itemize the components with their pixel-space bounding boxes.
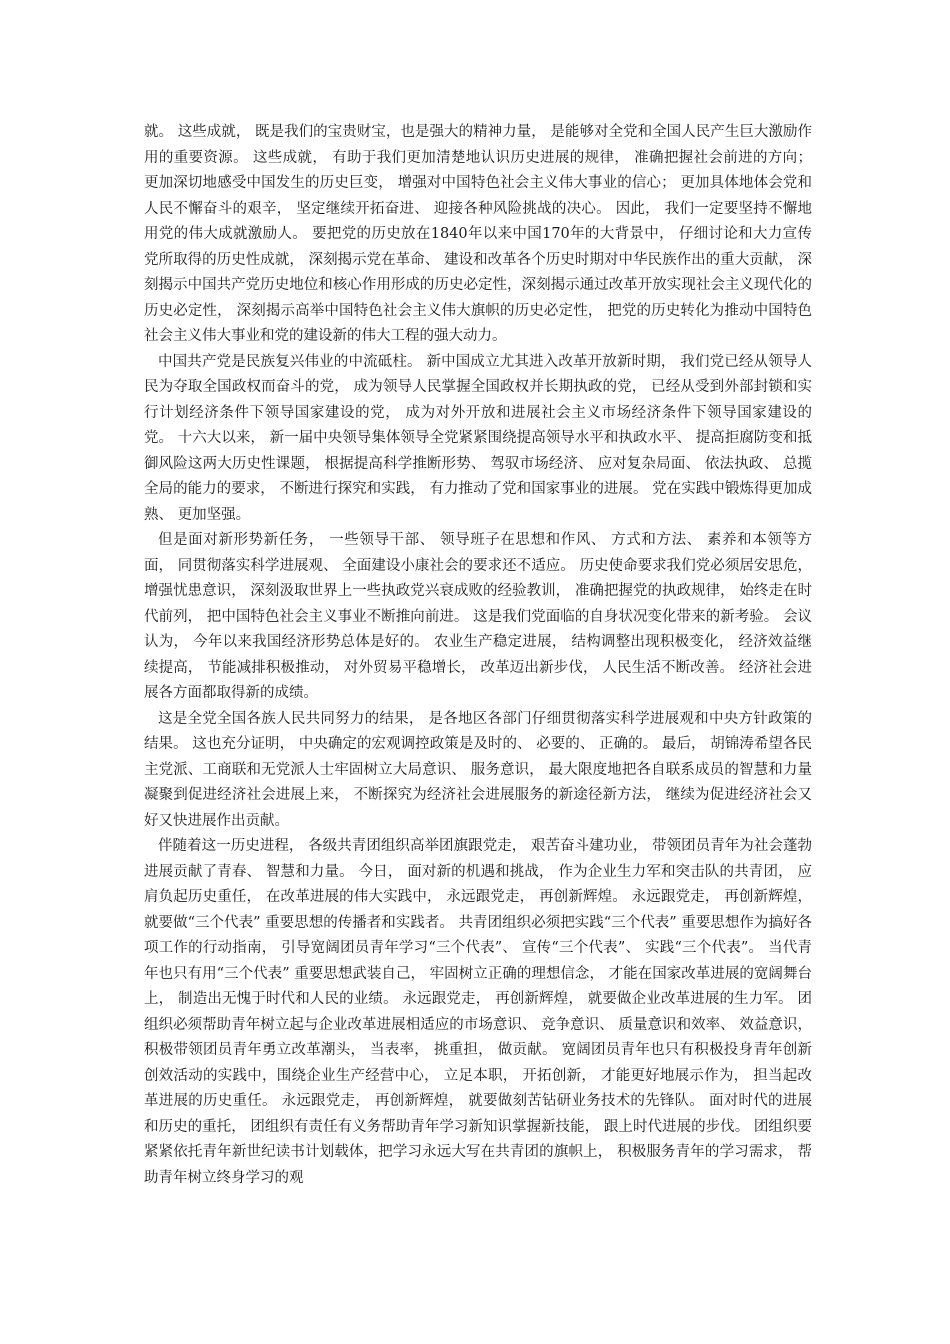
document-page	[144, 120, 812, 1191]
paragraph-joint-efforts: 这是全党全国各族人民共同努力的结果， 是各地区各部门仔细贯彻落实科学进展观和中央方针政策的结果。 这也充分证明， 中央确定的宏观调控政策是及时的、 必要的、 正确的。 最后， 胡锦涛希望各民主党派、工商联和无党派人士牢固树立大局意识、 服务意识， 最大限度地把各自联系成员的智慧和力量凝聚到促进经济社会进展上来， 不断探究为经济社会进展服务的新途径新方法， 继续为促进经济社会又好又快进展作出贡献。	[144, 710, 812, 829]
paragraph-party-achievements: 就。 这些成就， 既是我们的宝贵财宝，也是强大的精神力量， 是能够对全党和全国人民产生巨大激励作用的重要资源。 这些成就， 有助于我们更加清楚地认识历史进展的规律， 准确把握社会前进的方向； 更加深切地感受中国发生的历史巨变， 增强对中国特色社会主义伟大事业的信心； 更加具体地体会党和人民不懈奋斗的艰辛， 坚定继续开拓奋进、 迎接各种风险挑战的决心。 因此， 我们一定要坚持不懈地用党的伟大成就激励人。 要把党的历史放在1840年以来中国170年的大背景中， 仔细讨论和大力宣传党所取得的历史性成就， 深刻揭示党在革命、 建设和改革各个历史时期对中华民族作出的重大贡献， 深刻揭示中国共产党历史地位和核心作用形成的历史必定性，深刻揭示通过改革开放实现社会主义现代化的历史必定性， 深刻揭示高举中国特色社会主义伟大旗帜的历史必定性， 把党的历史转化为推动中国特色社会主义伟大事业和党的建设新的伟大工程的强大动力。	[144, 124, 812, 344]
paragraph-mainstay: 中国共产党是民族复兴伟业的中流砥柱。 新中国成立尤其进入改革开放新时期， 我们党已经从领导人民为夺取全国政权而奋斗的党， 成为领导人民掌握全国政权并长期执政的党， 已经从受到外部封锁和实行计划经济条件下领导国家建设的党， 成为对外开放和进展社会主义市场经济条件下领导国家建设的党。 十六大以来， 新一届中央领导集体领导全党紧紧围绕提高领导水平和执政水平、 提高拒腐防变和抵御风险这两大历史性课题， 根据提高科学推断形势、 驾驭市场经济、 应对复杂局面、 依法执政、 总揽全局的能力的要求， 不断进行探究和实践， 有力推动了党和国家事业的进展。 党在实践中锻炼得更加成熟、 更加坚强。	[144, 353, 812, 523]
paragraph-new-challenges: 但是面对新形势新任务， 一些领导干部、 领导班子在思想和作风、 方式和方法、 素养和本领等方面， 同贯彻落实科学进展观、 全面建设小康社会的要求还不适应。 历史使命要求我们党必须居安思危， 增强忧患意识， 深刻汲取世界上一些执政党兴衰成败的经验教训， 准确把握党的执政规律， 始终走在时代前列， 把中国特色社会主义事业不断推向前进。 这是我们党面临的自身状况变化带来的新考验。 会议认为， 今年以来我国经济形势总体是好的。 农业生产稳定进展， 结构调整出现积极变化， 经济效益继续提高， 节能减排积极推动， 对外贸易平稳增长， 改革迈出新步伐， 人民生活不断改善。 经济社会进展各方面都取得新的成绩。	[144, 532, 812, 701]
paragraph-youth-league: 伴随着这一历史进程， 各级共青团组织高举团旗跟党走， 艰苦奋斗建功业， 带领团员青年为社会蓬勃进展贡献了青春、 智慧和力量。 今日， 面对新的机遇和挑战， 作为企业生力军和突击队的共青团， 应肩负起历史重任， 在改革进展的伟大实践中， 永远跟党走， 再创新辉煌。 永远跟党走， 再创新辉煌， 就要做“三个代表” 重要思想的传播者和实践者。 共青团组织必须把实践“三个代表” 重要思想作为搞好各项工作的行动指南， 引导宽阔团员青年学习“三个代表”、 宣传“三个代表”、 实践“三个代表”。 当代青年也只有用“三个代表” 重要思想武装自己， 牢固树立正确的理想信念， 才能在国家改革进展的宽阔舞台上， 制造出无愧于时代和人民的业绩。 永远跟党走， 再创新辉煌， 就要做企业改革进展的生力军。 团组织必须帮助青年树立起与企业改革进展相适应的市场意识、 竞争意识、 质量意识和效率、 效益意识， 积极带领团员青年勇立改革潮头， 当表率， 挑重担， 做贡献。 宽阔团员青年也只有积极投身青年创新创效活动的实践中，围绕企业生产经营中心， 立足本职， 开拓创新， 才能更好地展示作为， 担当起改革进展的历史重任。 永远跟党走， 再创新辉煌， 就要做刻苦钻研业务技术的先锋队。 面对时代的进展和历史的重托， 团组织有责任有义务帮助青年学习新知识掌握新技能， 跟上时代进展的步伐。 团组织要紧紧依托青年新世纪读书计划载体，把学习永远大写在共青团的旗帜上， 积极服务青年的学习需求， 帮助青年树立终身学习的观	[144, 838, 812, 1186]
